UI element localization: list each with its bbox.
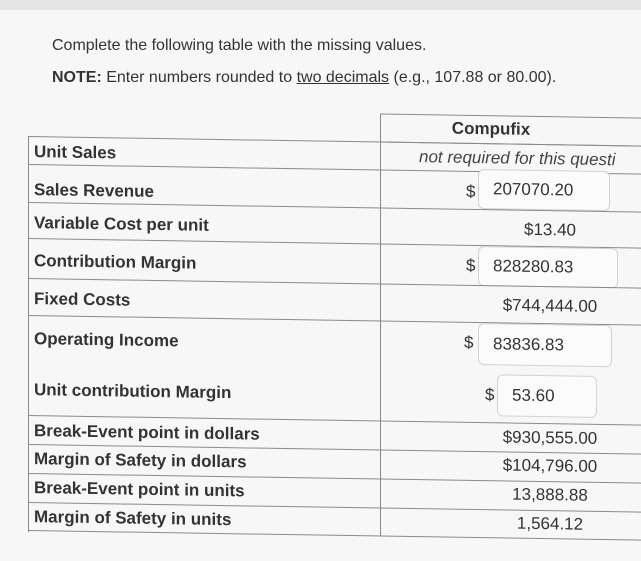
unit-contribution-margin-input[interactable]: 53.60 <box>497 374 597 418</box>
row-label-unit-contribution-margin: Unit contribution Margin <box>34 380 232 403</box>
column-title: Compufix <box>451 118 531 139</box>
column-subtitle: not required for this questi <box>419 147 616 170</box>
variable-cost-value: $13.40 <box>524 219 576 240</box>
row-label-operating-income: Operating Income <box>34 329 179 351</box>
currency-symbol: $ <box>466 181 476 202</box>
margin-safety-units-value: 1,564.12 <box>516 513 584 534</box>
row-label-variable-cost: Variable Cost per unit <box>34 213 209 235</box>
row-label-unit-sales: Unit Sales <box>34 142 117 163</box>
row-label-contribution-margin: Contribution Margin <box>34 251 197 273</box>
note-example: (e.g., 107.88 or 80.00). <box>389 69 557 86</box>
row-label-margin-safety-units: Margin of Safety in units <box>34 507 232 530</box>
currency-symbol: $ <box>485 385 495 405</box>
note-label: NOTE: <box>52 69 102 86</box>
instruction-text: Complete the following table with the missing values. <box>52 37 427 54</box>
note-text: Enter numbers rounded to <box>101 69 297 86</box>
currency-symbol: $ <box>464 332 474 352</box>
sales-revenue-input[interactable]: 207070.20 <box>478 169 610 211</box>
row-label-sales-revenue: Sales Revenue <box>34 180 155 201</box>
contribution-margin-input[interactable]: 828280.83 <box>478 246 618 288</box>
break-even-dollars-value: $930,555.00 <box>502 427 598 448</box>
note-underlined: two decimals <box>296 69 390 86</box>
fixed-costs-value: $744,444.00 <box>502 295 598 316</box>
rounding-note <box>52 69 556 87</box>
row-label-margin-safety-dollars: Margin of Safety in dollars <box>34 449 247 472</box>
operating-income-input[interactable]: 83836.83 <box>478 323 612 367</box>
margin-safety-dollars-value: $104,796.00 <box>502 455 598 476</box>
data-table <box>28 108 641 542</box>
worksheet <box>0 10 641 561</box>
row-label-break-even-units: Break-Event point in units <box>34 478 245 501</box>
currency-symbol: $ <box>466 255 476 276</box>
break-even-units-value: 13,888.88 <box>512 484 588 505</box>
row-label-fixed-costs: Fixed Costs <box>34 289 131 310</box>
row-label-break-even-dollars: Break-Event point in dollars <box>34 421 260 444</box>
